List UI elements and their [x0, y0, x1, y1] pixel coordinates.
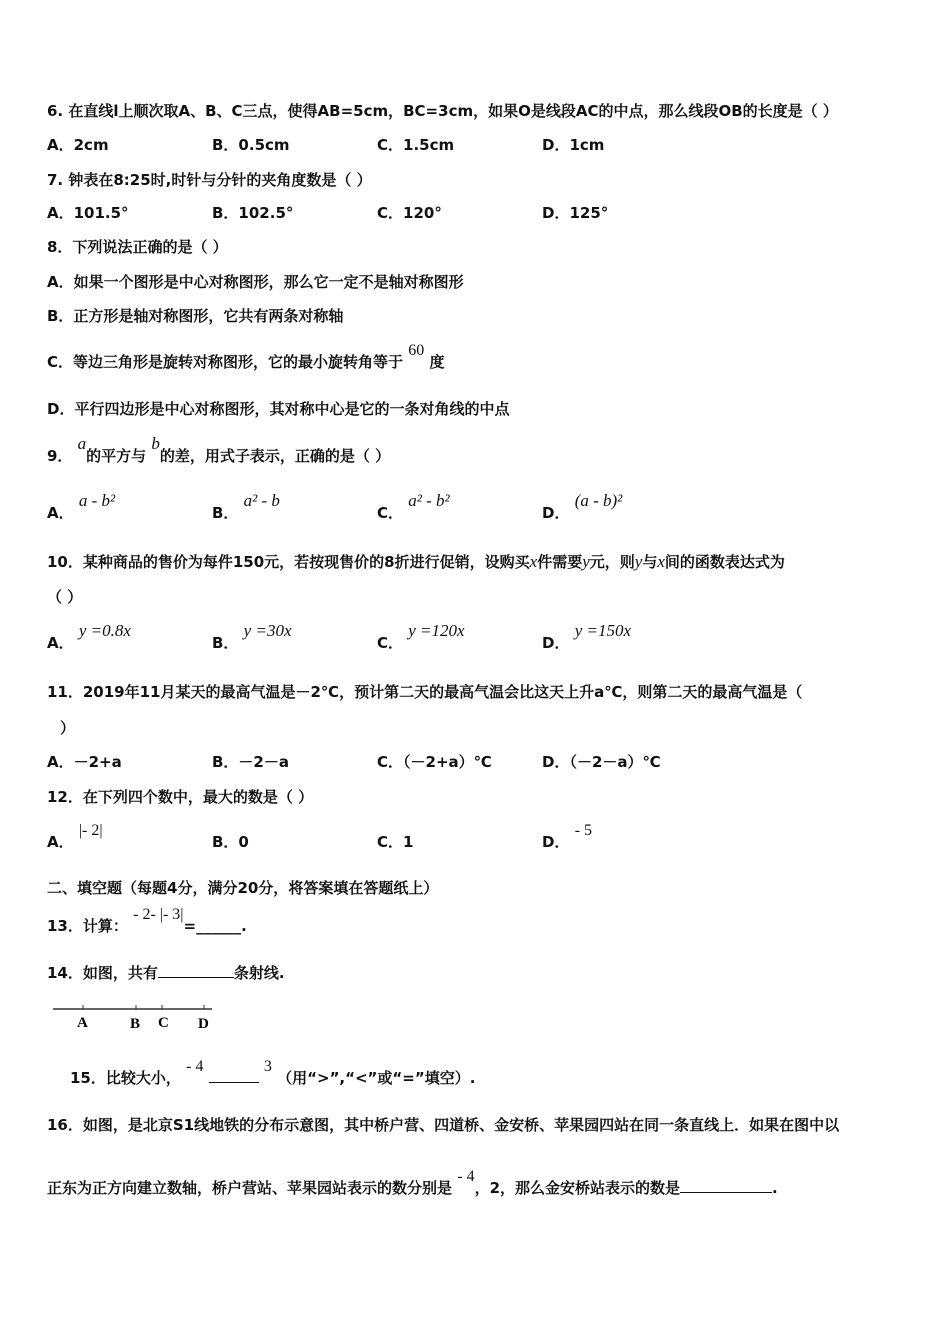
expr: a² - b: [243, 491, 280, 510]
expr: (a - b)²: [574, 491, 623, 510]
expr: a² - b²: [408, 491, 450, 510]
q9-var-b: b: [151, 434, 160, 453]
t: 元，则: [589, 553, 635, 571]
q11-option-a: A．－2+a: [47, 753, 122, 771]
t: 件需要: [537, 553, 583, 571]
q10-option-a: [47, 621, 131, 653]
var-y: y: [634, 552, 643, 571]
q10-option-b: [212, 621, 292, 653]
q11-paren: ）: [60, 719, 76, 737]
q12-stem: 12．在下列四个数中，最大的数是（ ）: [47, 788, 314, 806]
t: 正东为正方向建立数轴，桥户营站、苹果园站表示的数分别是: [47, 1179, 453, 1197]
point-b: B: [130, 1016, 141, 1032]
q16-line1: 16．如图，是北京S1线地铁的分布示意图，其中桥户营、四道桥、金安桥、苹果园四站在同一条直线上．如果在图中以: [47, 1116, 840, 1134]
q7-option-b: B．102.5°: [212, 204, 294, 222]
var-x: x: [529, 552, 538, 571]
q8-stem: 8．下列说法正确的是（ ）: [47, 238, 228, 256]
point-d: D: [198, 1016, 209, 1032]
label: C．: [377, 634, 404, 652]
t: 间的函数表达式为: [664, 553, 785, 571]
q8-option-a: A．如果一个图形是中心对称图形，那么它一定不是轴对称图形: [47, 273, 464, 291]
q6-option-a: A．2cm: [47, 136, 109, 154]
label: B．: [212, 634, 239, 652]
q16-line2: [47, 1168, 778, 1199]
label: D．: [542, 634, 570, 652]
q11-stem: 11．2019年11月某天的最高气温是－2℃，预计第二天的最高气温会比这天上升a℃，则第二天的最高气温是（: [47, 683, 803, 701]
label: A．: [47, 634, 74, 652]
q10-stem: [47, 552, 785, 572]
expr: y =0.8x: [78, 621, 131, 640]
var-y: y: [582, 552, 590, 571]
label: C．: [377, 504, 404, 522]
label: B．: [212, 504, 239, 522]
point-a: A: [77, 1015, 88, 1031]
expr: y =150x: [574, 621, 631, 640]
q10-option-c: [377, 621, 465, 653]
t: 条射线.: [233, 964, 285, 982]
q6-option-c: C．1.5cm: [377, 136, 455, 154]
q9-num: 9．: [47, 447, 73, 465]
q8-option-c: [47, 342, 445, 373]
expr: a - b²: [78, 491, 116, 510]
label: A．: [47, 833, 74, 851]
var-x: x: [657, 552, 665, 571]
q6-option-b: B．0.5cm: [212, 136, 290, 154]
label: D．: [542, 504, 570, 522]
q8-c-number: 60: [408, 342, 425, 359]
expr: - 5: [574, 822, 593, 839]
t: 14．如图，共有: [47, 964, 158, 982]
expr: y =120x: [408, 621, 465, 640]
q12-option-c: C．1: [377, 833, 414, 851]
q15: [70, 1058, 476, 1089]
q7-option-a: A．101.5°: [47, 204, 129, 222]
q12-option-d: [542, 822, 593, 853]
q9-stem: [47, 434, 391, 466]
q10-option-d: [542, 621, 631, 653]
q9-option-c: [377, 491, 450, 523]
q11-option-c: C．（－2+a）℃: [377, 753, 492, 771]
section-heading: 二、填空题（每题4分，满分20分，将答案填在答题纸上）: [47, 879, 439, 897]
t: .: [772, 1179, 778, 1197]
label: D．: [542, 833, 570, 851]
label: A．: [47, 504, 74, 522]
q8-c-post: 度: [429, 353, 445, 371]
expr: - 4: [186, 1058, 204, 1075]
q13: [47, 906, 247, 937]
t: 10．某种商品的售价为每件150元，若按现售价的8折进行促销，设购买: [47, 553, 530, 571]
q12-option-a: [47, 822, 103, 853]
t: （用“>”,“<”或“=”填空）.: [277, 1069, 476, 1087]
q14: [47, 963, 285, 983]
q7-option-d: D．125°: [542, 204, 609, 222]
ray-figure: [50, 1000, 220, 1032]
q7-stem: 7. 钟表在8:25时,时针与分针的夹角度数是（ ）: [47, 171, 372, 189]
q8-c-text: C．等边三角形是旋转对称图形，它的最小旋转角等于: [47, 353, 404, 371]
t: =______.: [183, 917, 247, 935]
expr: - 4: [457, 1168, 475, 1185]
expr: 3: [263, 1058, 272, 1075]
t: 15．比较大小，: [70, 1069, 181, 1087]
q9-var-a: a: [77, 434, 87, 453]
answer-blank: [680, 1178, 772, 1193]
q9-option-d: [542, 491, 623, 523]
answer-blank: [209, 1068, 259, 1083]
expr: - 2- |- 3|: [133, 906, 184, 923]
q6-stem: 6. 在直线l上顺次取A、B、C三点，使得AB=5cm，BC=3cm，如果O是线段AC的中点，那么线段OB的长度是（ ）: [47, 102, 838, 120]
q12-option-b: B．0: [212, 833, 249, 851]
t: 与: [642, 553, 658, 571]
t: ，2，那么金安桥站表示的数是: [474, 1179, 681, 1197]
q6-option-d: D．1cm: [542, 136, 605, 154]
q11-option-d: D．（－2－a）℃: [542, 753, 661, 771]
t: 13．计算：: [47, 917, 128, 935]
expr: y =30x: [243, 621, 292, 640]
q10-paren: （ ）: [47, 588, 83, 606]
q9-post: 的差，用式子表示，正确的是（ ）: [159, 447, 391, 465]
answer-blank: [158, 963, 234, 978]
q11-option-b: B．－2－a: [212, 753, 289, 771]
q8-option-d: D．平行四边形是中心对称图形，其对称中心是它的一条对角线的中点: [47, 400, 510, 418]
q8-option-b: B．正方形是轴对称图形，它共有两条对称轴: [47, 307, 344, 325]
q9-option-a: [47, 491, 116, 523]
q9-mid: 的平方与: [86, 447, 147, 465]
expr: |- 2|: [78, 822, 103, 839]
q9-option-b: [212, 491, 280, 523]
q7-option-c: C．120°: [377, 204, 442, 222]
point-c: C: [158, 1015, 169, 1031]
